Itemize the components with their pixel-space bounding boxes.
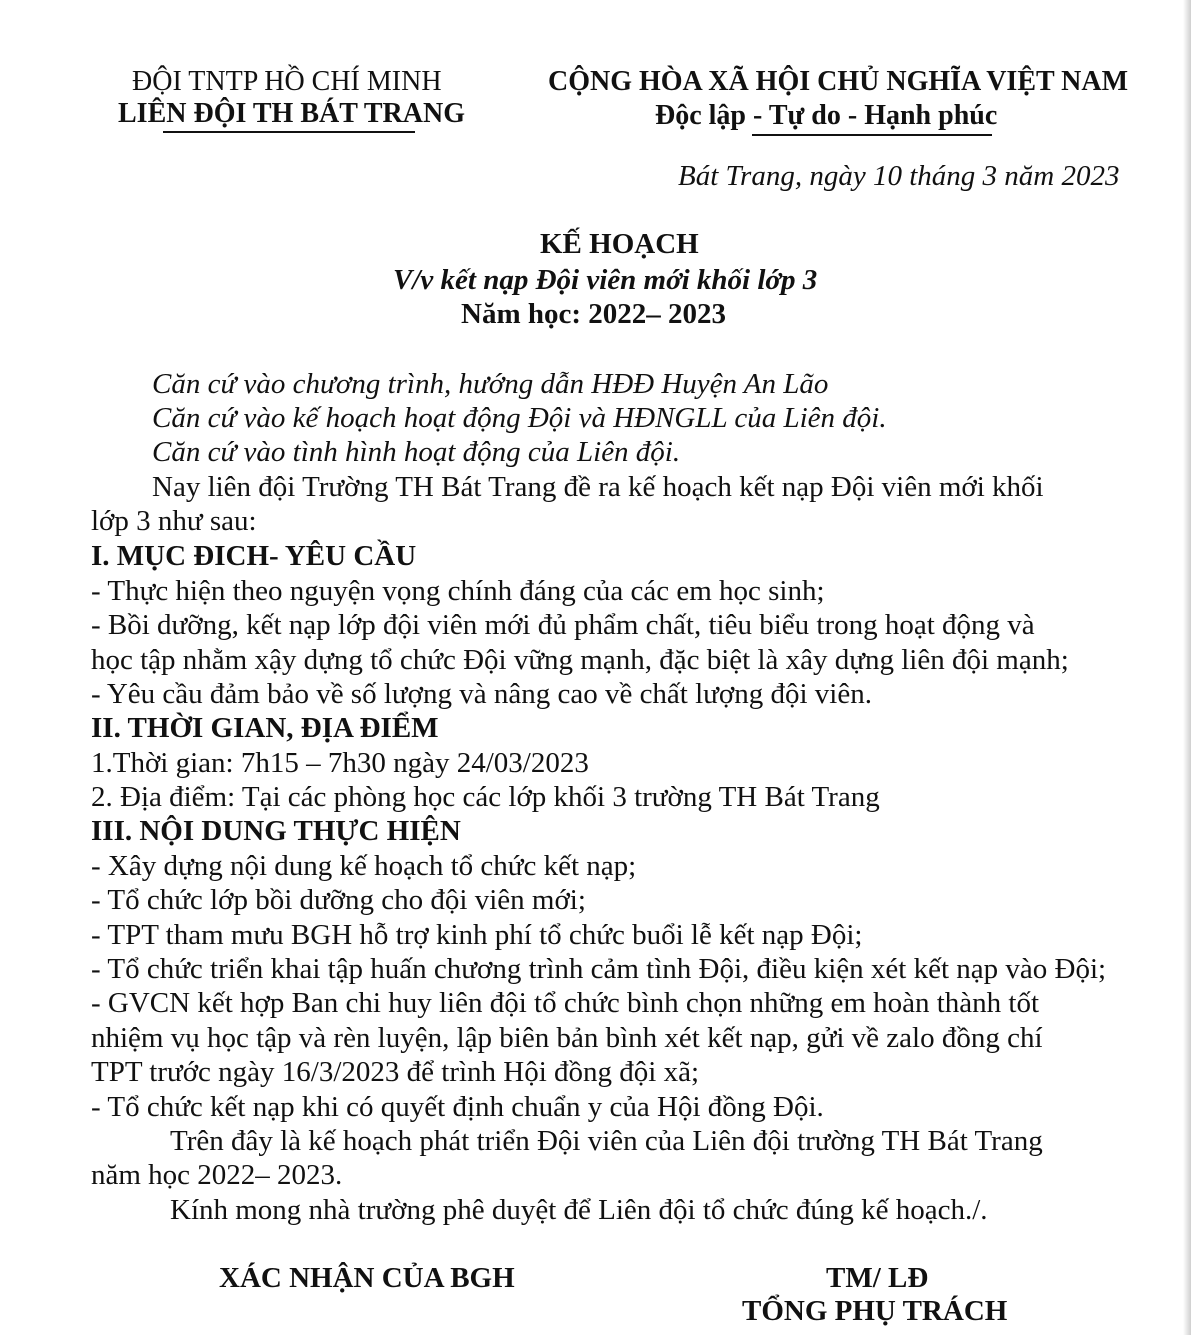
- org-unit: LIÊN ĐỘI TH BÁT TRANG: [118, 98, 465, 129]
- section-line: TPT trước ngày 16/3/2023 để trình Hội đồng đội xã;: [91, 1056, 700, 1088]
- preamble-line: Căn cứ vào kế hoạch hoạt động Đội và HĐNGLL của Liên đội.: [152, 402, 887, 434]
- section-line: - Tổ chức triển khai tập huấn chương trình cảm tình Đội, điều kiện xét kết nạp vào Đội;: [91, 953, 1107, 985]
- section-line: - Yêu cầu đảm bảo về số lượng và nâng cao về chất lượng đội viên.: [91, 678, 872, 710]
- section-line: 2. Địa điểm: Tại các phòng học các lớp khối 3 trường TH Bát Trang: [91, 781, 880, 813]
- section-line: 1.Thời gian: 7h15 – 7h30 ngày 24/03/2023: [91, 747, 589, 779]
- intro-line: Nay liên đội Trường TH Bát Trang đề ra kế hoạch kết nạp Đội viên mới khối: [152, 471, 1044, 503]
- section-line: - Thực hiện theo nguyện vọng chính đáng của các em học sinh;: [91, 575, 825, 607]
- section-heading: II. THỜI GIAN, ĐỊA ĐIỂM: [91, 712, 439, 744]
- document-title: KẾ HOẠCH: [540, 228, 699, 260]
- section-line: nhiệm vụ học tập và rèn luyện, lập biên bản bình xét kết nạp, gửi về zalo đồng chí: [91, 1022, 1043, 1054]
- section-line: học tập nhằm xậy dựng tổ chức Đội vững mạnh, đặc biệt là xây dựng liên đội mạnh;: [91, 644, 1069, 676]
- document-date: Bát Trang, ngày 10 tháng 3 năm 2023: [678, 160, 1120, 192]
- section-line: - Tổ chức lớp bồi dưỡng cho đội viên mới;: [91, 884, 586, 916]
- preamble-line: Căn cứ vào tình hình hoạt động của Liên đội.: [152, 436, 681, 468]
- section-line: - Tổ chức kết nạp khi có quyết định chuẩn y của Hội đồng Đội.: [91, 1091, 824, 1123]
- nation-title: CỘNG HÒA XÃ HỘI CHỦ NGHĨA VIỆT NAM: [548, 66, 1129, 97]
- section-heading: I. MỤC ĐICH- YÊU CẦU: [91, 540, 417, 572]
- section-heading: III. NỘI DUNG THỰC HIỆN: [91, 815, 461, 847]
- section-line: - Bồi dưỡng, kết nạp lớp đội viên mới đủ phẩm chất, tiêu biểu trong hoạt động và: [91, 609, 1035, 641]
- org-underline: [163, 131, 415, 133]
- org-name: ĐỘI TNTP HỒ CHÍ MINH: [132, 66, 442, 97]
- signature-right-role: TỔNG PHỤ TRÁCH: [742, 1295, 1008, 1327]
- nation-motto: Độc lập - Tự do - Hạnh phúc: [655, 100, 998, 131]
- signature-right-title: TM/ LĐ: [826, 1262, 929, 1294]
- preamble-line: Căn cứ vào chương trình, hướng dẫn HĐĐ Huyện An Lão: [152, 368, 829, 400]
- section-line: - GVCN kết hợp Ban chi huy liên đội tổ chức bình chọn những em hoàn thành tốt: [91, 987, 1040, 1019]
- page-edge-shadow: [1183, 0, 1191, 1335]
- intro-line: lớp 3 như sau:: [91, 505, 257, 537]
- closing-line: Kính mong nhà trường phê duyệt để Liên đội tổ chức đúng kế hoạch./.: [170, 1194, 988, 1226]
- school-year: Năm học: 2022– 2023: [461, 298, 727, 330]
- section-line: - Xây dựng nội dung kế hoạch tổ chức kết nạp;: [91, 850, 637, 882]
- closing-line: Trên đây là kế hoạch phát triển Đội viên của Liên đội trường TH Bát Trang: [170, 1125, 1043, 1157]
- section-line: - TPT tham mưu BGH hỗ trợ kinh phí tổ chức buổi lễ kết nạp Đội;: [91, 919, 863, 951]
- document-subject: V/v kết nạp Đội viên mới khối lớp 3: [393, 264, 818, 296]
- motto-underline: [752, 134, 992, 136]
- closing-line: năm học 2022– 2023.: [91, 1159, 343, 1191]
- signature-left: XÁC NHẬN CỦA BGH: [219, 1262, 515, 1294]
